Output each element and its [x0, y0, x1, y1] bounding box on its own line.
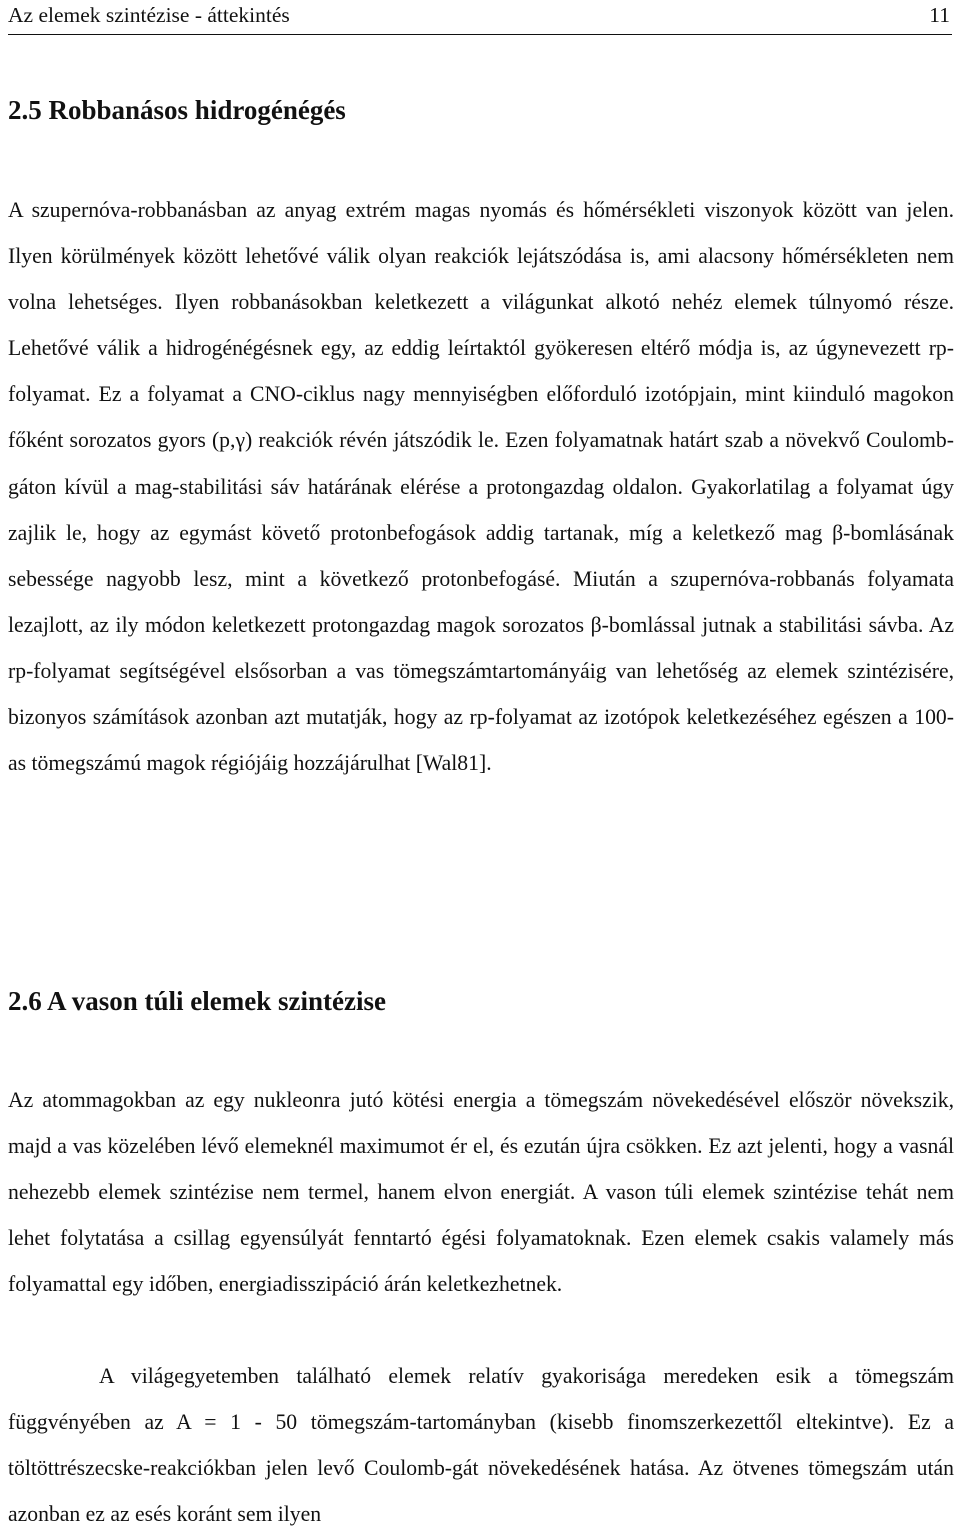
section-2-6-paragraph-1: Az atommagokban az egy nukleonra jutó kötési energia a tömegszám növekedésével először növekszik, majd a vas közelében lévő elemeknél maximumot ér el, és ezután újra csökken. Ez azt jelenti, hogy a vasnál nehezebb elemek szintézise nem termel, hanem elvon energiát. A vason túli elemek szintézise tehát nem lehet folytatása a csillag egyensúlyát fenntartó égési folyamatoknak. Ezen elemek csakis valamely más folyamattal egy időben, energiadisszipáció árán keletkezhetnek.	[8, 1088, 954, 1297]
section-2-5-paragraph: A szupernóva-robbanásban az anyag extrém magas nyomás és hőmérsékleti viszonyok között van jelen. Ilyen körülmények között lehetővé válik olyan reakciók lejátszódása is, ami alacsony hőmérsékleten nem volna lehetséges. Ilyen robbanásokban keletkezett a világunkat alkotó nehéz elemek túlnyomó része. Lehetővé válik a hidrogénégésnek egy, az eddig leírtaktól gyökeresen eltérő módja is, az úgynevezett rp-folyamat. Ez a folyamat a CNO-ciklus nagy mennyiségben előforduló izotópjain, mint kiinduló magokon főként sorozatos gyors (p,γ) reakciók révén játszódik le. Ezen folyamatnak határt szab a növekvő Coulomb-gáton kívül a mag-stabilitási sáv határának elérése a protongazdag oldalon. Gyakorlatilag a folyamat úgy zajlik le, hogy az egymást követő protonbefogások addig tartanak, míg a keletkező mag β-bomlásának sebessége nagyobb lesz, mint a következő protonbefogásé. Miután a szupernóva-robbanás folyamata lezajlott, az ily módon keletkezett protongazdag magok sorozatos β-bomlással jutnak a stabilitási sávba. Az rp-folyamat segítségével elsősorban a vas tömegszámtartományáig van lehetőség az elemek szintézisére, bizonyos számítások azonban azt mutatják, hogy az rp-folyamat az izotópok keletkezéséhez egészen a 100-as tömegszámú magok régiójáig hozzájárulhat [Wal81].	[8, 198, 954, 776]
section-2-6-paragraph-2: A világegyetemben található elemek relatív gyakorisága meredeken esik a tömegszám függvényében az A = 1 - 50 tömegszám-tartományban (kisebb finomszerkezettől eltekintve). Ez a töltöttrészecske-reakciókban jelen levő Coulomb-gát növekedésének hatása. Az ötvenes tömegszám után azonban ez az esés koránt sem ilyen	[8, 1364, 954, 1527]
section-heading-2-5: 2.5 Robbanásos hidrogénégés	[8, 95, 346, 125]
section-heading-2-6: 2.6 A vason túli elemek szintézise	[8, 986, 386, 1016]
running-header-title: Az elemek szintézise - áttekintés	[8, 3, 290, 27]
running-header	[8, 0, 952, 35]
page-number: 11	[929, 3, 950, 27]
